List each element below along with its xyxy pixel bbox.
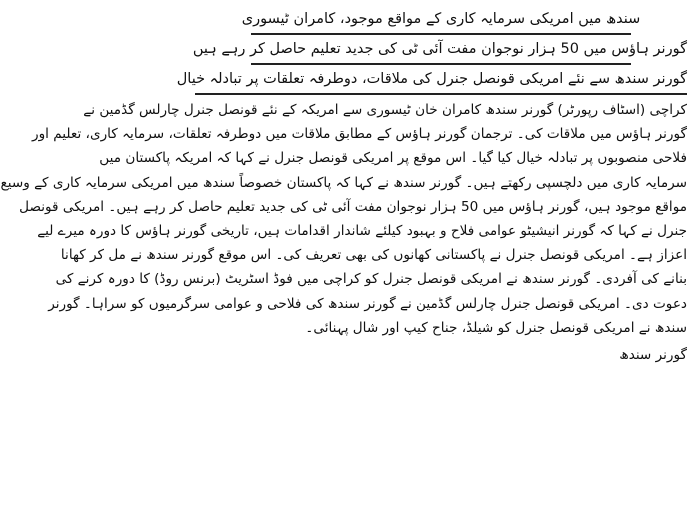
headline-divider [251, 63, 631, 65]
article-line: بنانے کی آفردی۔ گورنر سندھ نے امریکی قونصل جنرل کو کراچی میں فوڈ اسٹریٹ (برنس روڈ) کا دورہ کرنے کی [55, 271, 687, 288]
headline-divider [251, 33, 631, 35]
photo-caption: گورنر سندھ [619, 346, 687, 363]
article-line: سندھ نے امریکی قونصل جنرل کو شیلڈ، جناح کیپ اور شال پہنائی۔ [305, 319, 687, 336]
article-line: فلاحی منصوبوں پر تبادلہ خیال کیا گیا۔ اس موقع پر امریکی قونصل جنرل نے کہا کہ امریکہ پاکستان میں [99, 150, 687, 167]
article-line: جنرل نے کہا کہ گورنر انیشیٹو عوامی فلاح و بہبود کیلئے شاندار اقدامات ہیں، تاریخی گورنر ہاؤس کا دورہ میرے لیے [37, 222, 687, 239]
article-body [0, 98, 687, 340]
main-headline: سندھ میں امریکی سرمایہ کاری کے مواقع موجود، کامران ٹیسوری [241, 11, 641, 27]
sub-headline-1: گورنر ہاؤس میں 50 ہزار نوجوان مفت آئی ٹی کی جدید تعلیم حاصل کر رہے ہیں [192, 41, 687, 57]
sub-headline-2: گورنر سندھ سے نئے امریکی قونصل جنرل کی ملاقات، دوطرفہ تعلقات پر تبادلہ خیال [176, 71, 687, 87]
headline-divider [195, 93, 687, 95]
article-line: دعوت دی۔ امریکی قونصل جنرل چارلس گڈمین نے گورنر سندھ کی فلاحی و عوامی سرگرمیوں کو سراہا۔ گورنر [48, 295, 687, 312]
article-line: مواقع موجود ہیں، گورنر ہاؤس میں 50 ہزار نوجوان مفت آئی ٹی کی جدید تعلیم حاصل کر رہے ہیں۔ امریکی قونصل [19, 198, 687, 215]
article-line: کراچی (اسٹاف رپورٹر) گورنر سندھ کامران خان ٹیسوری سے امریکہ کے نئے قونصل جنرل چارلس گڈمین نے [83, 102, 687, 118]
article-line: گورنر ہاؤس میں ملاقات کی۔ ترجمان گورنر ہاؤس کے مطابق ملاقات میں دوطرفہ تعلقات، سرمایہ کاری، تعلیم اور [32, 126, 687, 143]
article-line: سرمایہ کاری میں دلچسپی رکھتے ہیں۔ گورنر سندھ نے کہا کہ پاکستان خصوصاً سندھ میں امریکی سرمایہ کاری کے وسیع [0, 174, 687, 191]
article-line: اعزاز ہے۔ امریکی قونصل جنرل نے پاکستانی کھانوں کی بھی تعریف کی۔ اس موقع گورنر سندھ نے مل کر کھانا [60, 247, 687, 264]
